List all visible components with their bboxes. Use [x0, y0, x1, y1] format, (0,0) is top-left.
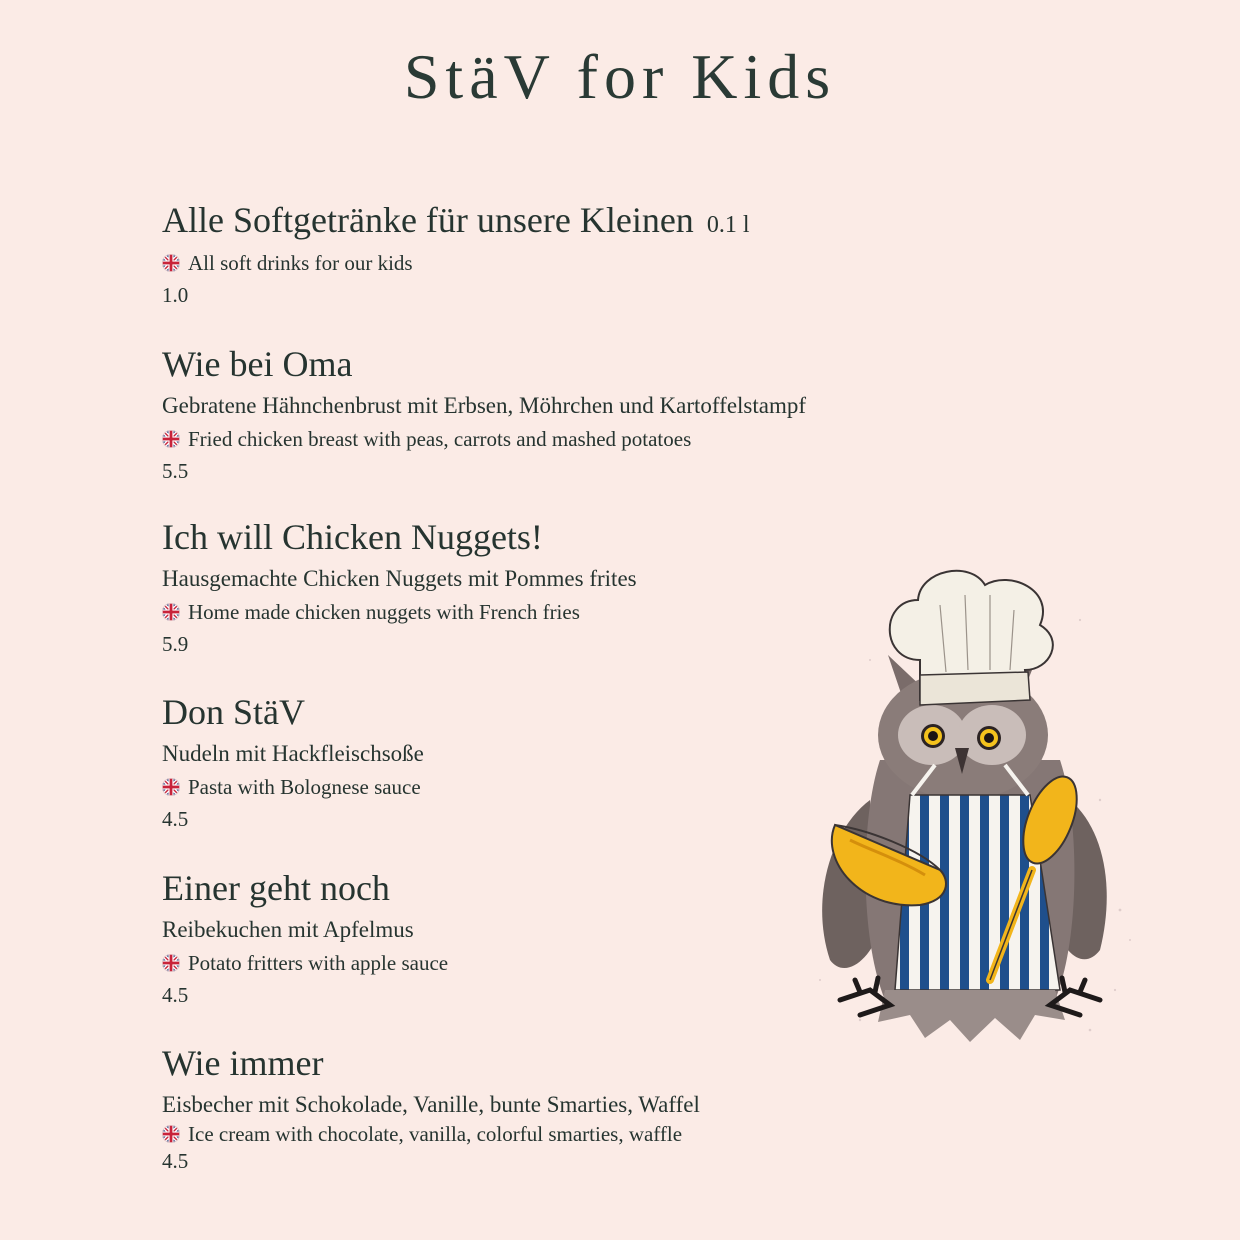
- menu-item: [162, 1043, 922, 1174]
- item-english-text: Fried chicken breast with peas, carrots and mashed potatoes: [188, 427, 692, 451]
- item-english: [162, 425, 922, 453]
- item-name: Don StäV: [162, 692, 305, 732]
- item-price: 5.5: [162, 459, 189, 483]
- uk-flag-icon: [162, 430, 180, 448]
- item-english-text: Pasta with Bolognese sauce: [188, 775, 421, 799]
- item-title: [162, 517, 922, 557]
- item-description: Hausgemachte Chicken Nuggets mit Pommes frites: [162, 566, 637, 591]
- item-description: Gebratene Hähnchenbrust mit Erbsen, Möhrchen und Kartoffelstampf: [162, 393, 807, 418]
- uk-flag-icon: [162, 778, 180, 796]
- item-english-text: Potato fritters with apple sauce: [188, 951, 449, 975]
- feather-skirt: [878, 990, 1065, 1042]
- item-title: [162, 344, 922, 384]
- item-title: [162, 200, 922, 245]
- owl-chef-illustration: [800, 560, 1140, 1060]
- item-description: Nudeln mit Hackfleischsoße: [162, 741, 424, 766]
- item-name: Ich will Chicken Nuggets!: [162, 517, 543, 557]
- item-description: Reibekuchen mit Apfelmus: [162, 917, 414, 942]
- menu-item: [162, 344, 922, 484]
- item-price: 4.5: [162, 807, 189, 831]
- item-price: 4.5: [162, 1149, 189, 1173]
- item-description: Eisbecher mit Schokolade, Vanille, bunte Smarties, Waffel: [162, 1092, 700, 1117]
- item-unit: 0.1 l: [706, 212, 750, 238]
- menu-item: [162, 200, 922, 308]
- item-english-text: All soft drinks for our kids: [188, 251, 413, 275]
- item-english: [162, 1120, 922, 1148]
- item-name: Wie bei Oma: [162, 344, 353, 384]
- uk-flag-icon: [162, 954, 180, 972]
- item-english-text: Home made chicken nuggets with French fries: [188, 600, 580, 624]
- menu-title: StäV for Kids: [403, 41, 837, 112]
- item-price: 5.9: [162, 632, 189, 656]
- uk-flag-icon: [162, 603, 180, 621]
- item-english-text: Ice cream with chocolate, vanilla, colorful smarties, waffle: [188, 1122, 683, 1146]
- uk-flag-icon: [162, 254, 180, 272]
- item-name: Alle Softgetränke für unsere Kleinen: [162, 200, 694, 240]
- item-price: 1.0: [162, 283, 189, 307]
- item-price: 4.5: [162, 983, 189, 1007]
- uk-flag-icon: [162, 1125, 180, 1143]
- item-name: Einer geht noch: [162, 868, 390, 908]
- item-name: Wie immer: [162, 1043, 324, 1083]
- item-english: [162, 249, 922, 277]
